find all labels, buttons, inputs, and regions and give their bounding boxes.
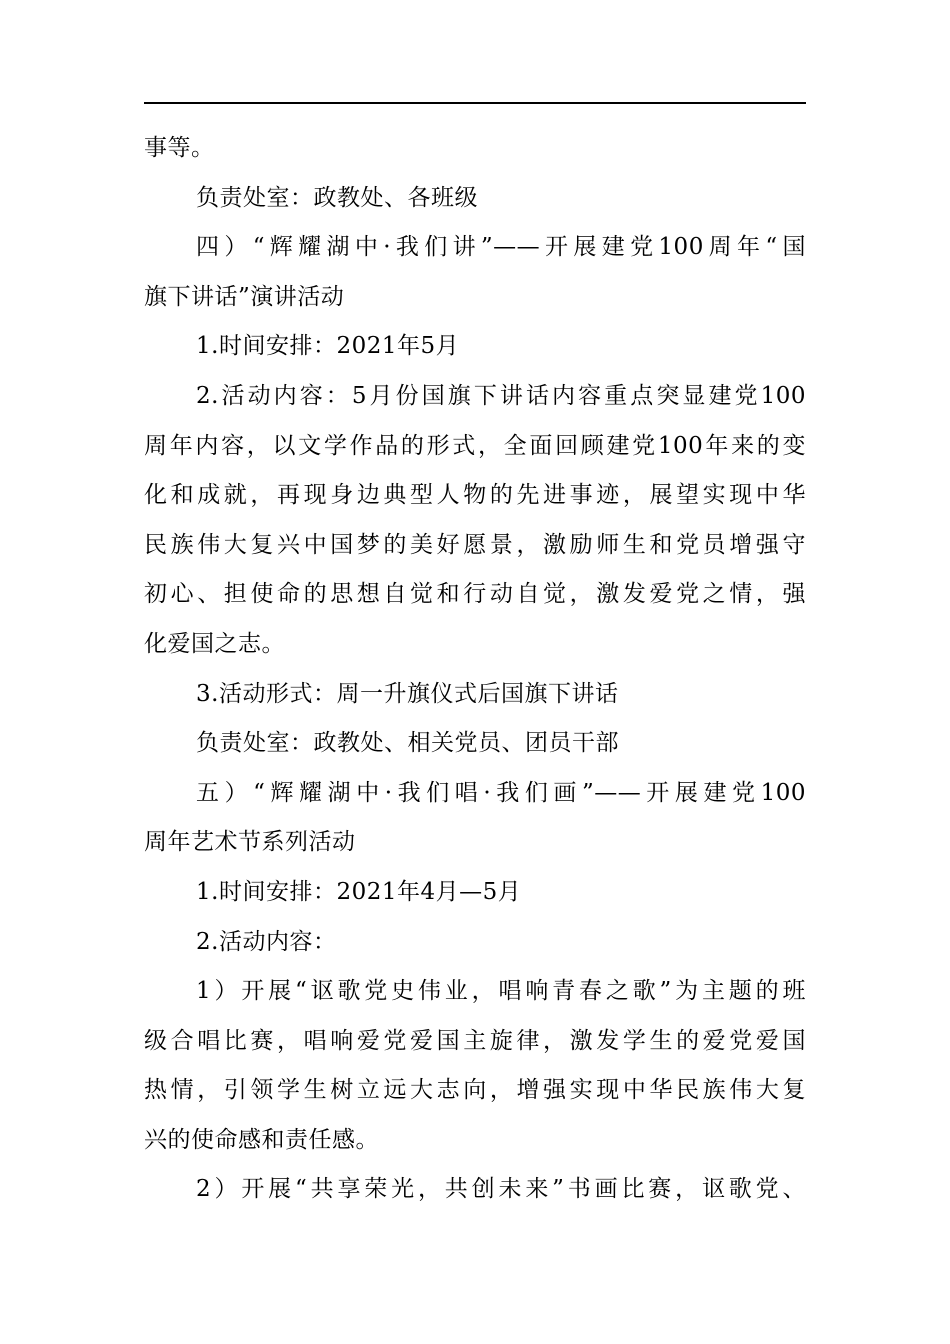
document-body xyxy=(144,124,806,1215)
text-line: 负责处室：政教处、各班级 xyxy=(196,184,478,211)
text-line: 事等。 xyxy=(144,135,215,161)
text-line: 旗下讲话”演讲活动 xyxy=(144,283,345,310)
text-line: 初心、担使命的思想自觉和行动自觉，激发爱党之情，强 xyxy=(144,581,806,608)
text-line: 五）“辉耀湖中·我们唱·我们画”——开展建党100 xyxy=(196,779,806,806)
text-line: 民族伟大复兴中国梦的美好愿景，激励师生和党员增强守 xyxy=(144,531,806,558)
header-rule xyxy=(144,102,806,104)
text-line: 热情，引领学生树立远大志向，增强实现中华民族伟大复 xyxy=(144,1077,806,1104)
text-line: 3.活动形式：周一升旗仪式后国旗下讲话 xyxy=(196,680,619,707)
text-line: 1.时间安排：2021年5月 xyxy=(196,333,460,360)
text-line: 周年内容，以文学作品的形式，全面回顾建党100年来的变 xyxy=(144,432,806,459)
text-line: 1.时间安排：2021年4月—5月 xyxy=(196,878,522,905)
text-line: 负责处室：政教处、相关党员、团员干部 xyxy=(196,730,619,757)
text-line: 级合唱比赛，唱响爱党爱国主旋律，激发学生的爱党爱国 xyxy=(144,1027,806,1054)
text-line: 周年艺术节系列活动 xyxy=(144,829,356,856)
text-line: 化和成就，再现身边典型人物的先进事迹，展望实现中华 xyxy=(144,482,806,509)
text-line: 1）开展“讴歌党史伟业，唱响青春之歌”为主题的班 xyxy=(196,978,806,1005)
text-line: 2.活动内容： xyxy=(196,928,337,955)
text-line: 兴的使命感和责任感。 xyxy=(144,1126,379,1153)
text-line: 2）开展“共享荣光，共创未来”书画比赛，讴歌党、 xyxy=(196,1176,806,1203)
text-line: 2.活动内容：5月份国旗下讲话内容重点突显建党100 xyxy=(196,382,806,409)
text-line: 四）“辉耀湖中·我们讲”——开展建党100周年“国 xyxy=(196,234,806,261)
text-line: 化爱国之志。 xyxy=(144,630,285,657)
